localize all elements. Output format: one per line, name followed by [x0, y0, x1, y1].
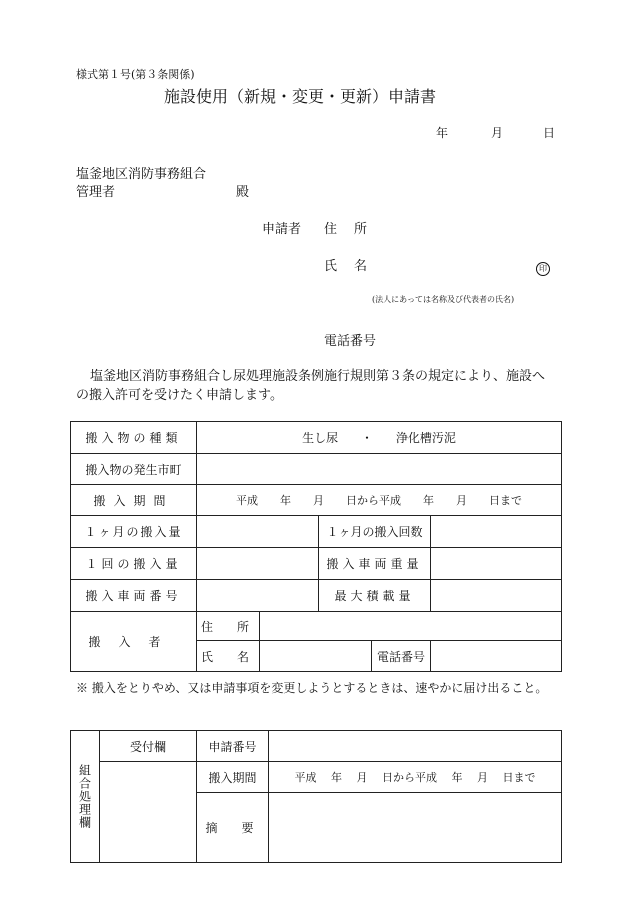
carrier-phone-input[interactable]: [431, 641, 562, 672]
table-row: [71, 454, 562, 485]
applicant-phone-label: 電話番号: [324, 334, 377, 349]
carrier-phone-label: 電話番号: [376, 649, 425, 664]
item-type-label: 搬入物の種類: [71, 422, 197, 454]
table-row: [71, 612, 562, 641]
carrier-address-label: 住 所: [197, 612, 260, 641]
application-table: [70, 421, 562, 672]
max-load-label: 最大積載量: [319, 580, 431, 612]
carrier-name-input[interactable]: [260, 641, 372, 671]
carrier-name-label: 氏 名: [197, 641, 260, 672]
body-text-line2: の搬入許可を受けたく申請します。: [76, 388, 283, 403]
applicant-address-label: 住 所: [324, 222, 370, 237]
monthly-amount-input[interactable]: [197, 516, 319, 548]
remarks-input[interactable]: [269, 793, 562, 863]
table-row: [71, 516, 562, 548]
monthly-amount-label: １ヶ月の搬入量: [71, 516, 197, 548]
form-title: 施設使用（新規・変更・更新）申請書: [164, 87, 437, 106]
reception-label: 受付欄: [100, 731, 197, 762]
origin-label: 搬入物の発生市町: [71, 454, 197, 485]
item-type-option-1[interactable]: 生し尿: [302, 431, 339, 445]
item-type-option-2[interactable]: 浄化槽汚泥: [395, 431, 456, 445]
application-number-label: 申請番号: [197, 731, 269, 762]
body-text-line1: 塩釜地区消防事務組合し尿処理施設条例施行規則第３条の規定により、施設へ: [90, 369, 546, 384]
period-input[interactable]: 平成 年 月 日から平成 年 月 日まで: [197, 485, 562, 516]
table-row: [71, 422, 562, 454]
office-period-label: 搬入期間: [197, 762, 269, 793]
date-month-label: 月: [491, 126, 504, 140]
seal-mark: [536, 256, 550, 276]
period-label: 搬入期間: [71, 485, 197, 516]
remarks-label: 摘 要: [197, 793, 269, 863]
addressee-org: 塩釜地区消防事務組合: [76, 167, 207, 182]
item-type-cell[interactable]: [197, 422, 562, 454]
carrier-name-cell: [260, 641, 431, 672]
monthly-count-label: １ヶ月の搬入回数: [319, 516, 431, 548]
per-time-input[interactable]: [197, 548, 319, 580]
office-use-side-label: 組合処理欄: [71, 731, 100, 863]
addressee-honorific: 殿: [236, 185, 250, 200]
applicant-note: (法人にあっては名称及び代表者の氏名): [372, 295, 515, 304]
seal-icon: 印: [536, 262, 550, 276]
carrier-address-input[interactable]: [260, 612, 562, 641]
reception-stamp-area[interactable]: [100, 762, 197, 863]
vehicle-number-label: 搬入車両番号: [71, 580, 197, 612]
office-use-table: [70, 730, 562, 863]
per-time-label: １回の搬入量: [71, 548, 197, 580]
applicant-label: 申請者: [262, 222, 302, 237]
date-year-label: 年: [436, 126, 449, 140]
applicant-name-label: 氏 名: [324, 259, 370, 274]
table-row: [71, 485, 562, 516]
table-row: [71, 731, 562, 762]
item-type-separator: ・: [360, 431, 373, 445]
application-number-input[interactable]: [269, 731, 562, 762]
vehicle-weight-label: 搬入車両重量: [319, 548, 431, 580]
office-period-input[interactable]: 平成 年 月 日から平成 年 月 日まで: [269, 762, 562, 793]
date-day-label: 日: [543, 126, 556, 140]
addressee-manager: 管理者: [76, 185, 116, 200]
table-row: [71, 762, 562, 793]
table-row: [71, 580, 562, 612]
form-number: 様式第１号(第３条関係): [76, 68, 195, 81]
origin-input[interactable]: [197, 454, 562, 485]
table-row: [71, 548, 562, 580]
vehicle-weight-input[interactable]: [431, 548, 562, 580]
vehicle-number-input[interactable]: [197, 580, 319, 612]
carrier-label: 搬入者: [71, 612, 197, 672]
footnote: ※ 搬入をとりやめ、又は申請事項を変更しようとするときは、速やかに届け出ること。: [76, 681, 548, 695]
monthly-count-input[interactable]: [431, 516, 562, 548]
max-load-input[interactable]: [431, 580, 562, 612]
